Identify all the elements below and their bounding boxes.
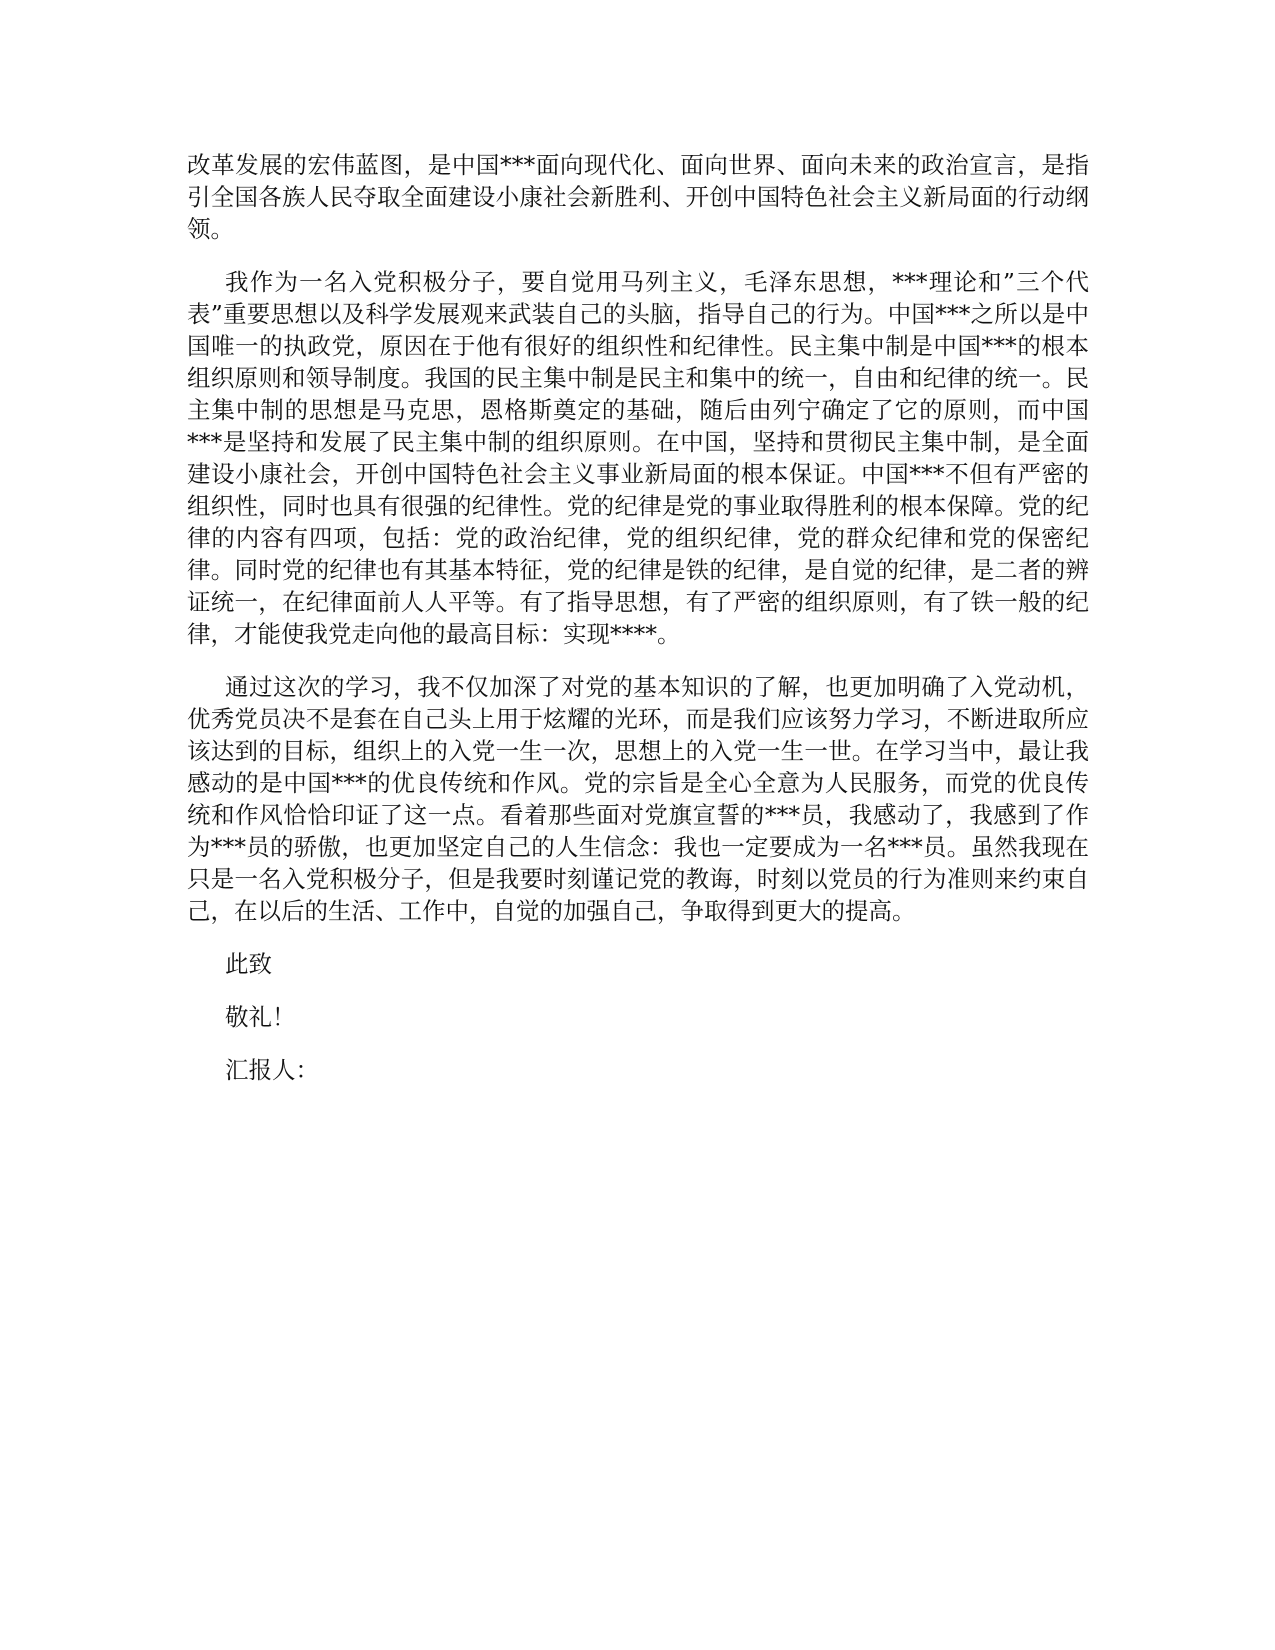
closing-salutation: 此致 xyxy=(225,950,272,978)
closing-regards: 敬礼！ xyxy=(225,1003,296,1031)
paragraph-continuation: 改革发展的宏伟蓝图，是中国***面向现代化、面向世界、面向未来的政治宣言，是指引全国各族人民夺取全面建设小康社会新胜利、开创中国特色社会主义新局面的行动纲领。 xyxy=(187,151,1089,243)
document-body xyxy=(187,149,1089,1107)
paragraph-study-reflection: 通过这次的学习，我不仅加深了对党的基本知识的了解，也更加明确了入党动机，优秀党员决不是套在自己头上用于炫耀的光环，而是我们应该努力学习，不断进取所应该达到的目标，组织上的入党一生一次，思想上的入党一生一世。在学习当中，最让我感动的是中国***的优良传统和作风。党的宗旨是全心全意为人民服务，而党的优良传统和作风恰恰印证了这一点。看着那些面对党旗宣誓的***员，我感动了，我感到了作为***员的骄傲，也更加坚定自己的人生信念：我也一定要成为一名***员。虽然我现在只是一名入党积极分子，但是我要时刻谨记党的教诲，时刻以党员的行为准则来约束自己，在以后的生活、工作中，自觉的加强自己，争取得到更大的提高。 xyxy=(187,673,1089,925)
paragraph-party-discipline: 我作为一名入党积极分子，要自觉用马列主义，毛泽东思想，***理论和”三个代表”重要思想以及科学发展观来武装自己的头脑，指导自己的行为。中国***之所以是中国唯一的执政党，原因在于他有很好的组织性和纪律性。民主集中制是中国***的根本组织原则和领导制度。我国的民主集中制是民主和集中的统一，自由和纪律的统一。民主集中制的思想是马克思，恩格斯奠定的基础，随后由列宁确定了它的原则，而中国***是坚持和发展了民主集中制的组织原则。在中国，坚持和贯彻民主集中制，是全面建设小康社会，开创中国特色社会主义事业新局面的根本保证。中国***不但有严密的组织性，同时也具有很强的纪律性。党的纪律是党的事业取得胜利的根本保障。党的纪律的内容有四项，包括：党的政治纪律，党的组织纪律，党的群众纪律和党的保密纪律。同时党的纪律也有其基本特征，党的纪律是铁的纪律，是自觉的纪律，是二者的辨证统一，在纪律面前人人平等。有了指导思想，有了严密的组织原则，有了铁一般的纪律，才能使我党走向他的最高目标：实现****。 xyxy=(187,268,1089,648)
reporter-signature-line: 汇报人： xyxy=(225,1056,319,1084)
